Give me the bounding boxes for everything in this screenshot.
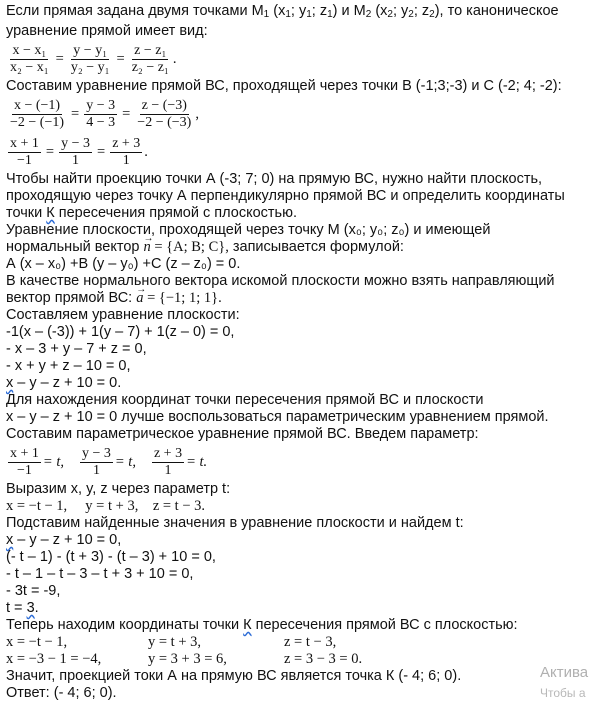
text-line: x = −3 − 1 = −4, y = 3 + 3 = 6, z = 3 − 3 = 0. (6, 651, 363, 667)
text-line: x – y – z + 10 = 0, (6, 532, 122, 548)
activation-watermark: Актива (540, 664, 589, 681)
text-line: А (x – x₀) +В (y – y₀) +С (z – z₀) = 0. (6, 256, 241, 272)
text-line: x = −t − 1, y = t + 3, z = t − 3, (6, 634, 337, 650)
text-line: точки К пересечения прямой с плоскостью. (6, 205, 297, 221)
bc-equation-substituted: $\frac{x - (-1)}{-2 - (-1)}$ = $\frac{y - 3}{4 - 3}$ = $\frac{z - (-3)}{-2 - (-3)}$ , (10, 97, 199, 130)
text-line: x – y – z + 10 = 0. (6, 375, 122, 391)
text-line: - x – 3 + y – 7 + z = 0, (6, 341, 147, 357)
text-line: Теперь находим координаты точки К пересечения прямой ВС с плоскостью: (6, 617, 518, 633)
text-line: -1(x – (-3)) + 1(y – 7) + 1(z – 0) = 0, (6, 324, 235, 340)
text-line: Ответ: (- 4; 6; 0). (6, 685, 117, 701)
text-line: Составим параметрическое уравнение прямой ВС. Введем параметр: (6, 426, 479, 442)
text-line: нормальный вектор → n = {A; B; C}, записывается формулой: (6, 239, 596, 256)
text-line: Составим уравнение прямой ВС, проходящей через точки В (-1;3;-3) и С (-2; 4; -2): (6, 78, 562, 94)
text-line: Если прямая задана двумя точками $М_1$ ($x_1$; $y_1$; $z_1$) и $М_2$ ($x_2$; $y_2$; $z_2$), то каноническое (6, 3, 559, 20)
document-body (6, 3, 596, 702)
text-line: - 3t = -9, (6, 583, 61, 599)
text-line: В качестве нормального вектора искомой плоскости можно взять направляющий (6, 273, 555, 289)
bc-equation: $\frac{x + 1}{-1}$ = $\frac{y - 3}{1}$ = $\frac{z + 3}{1}$ . (10, 135, 148, 168)
text-line: Составляем уравнение плоскости: (6, 307, 240, 323)
fraction: $\frac{\text{z − z₁}}{\text{z₂ − z₁}}$ (131, 42, 169, 75)
text-line: уравнение прямой имеет вид: (6, 23, 208, 39)
text-line: (- t – 1) - (t + 3) - (t – 3) + 10 = 0, (6, 549, 216, 565)
text-line: Для нахождения координат точки пересечения прямой ВС и плоскости (6, 392, 484, 408)
text-line: - x + y + z – 10 = 0, (6, 358, 131, 374)
text-line: Чтобы найти проекцию точки А (-3; 7; 0) на прямую ВС, нужно найти плоскость, (6, 171, 543, 187)
text-line: вектор прямой ВС: → a = {−1; 1; 1}. (6, 290, 596, 307)
text-line: t = 3. (6, 600, 39, 616)
text-line: проходящую через точку А перпендикулярно прямой ВС и определить координаты (6, 188, 565, 204)
text-line: Значит, проекцией токи А на прямую ВС является точка К (- 4; 6; 0). (6, 668, 462, 684)
parametric-equation: $\frac{x + 1}{-1}$ = t, $\frac{y - 3}{1}$ = t, $\frac{z + 3}{1}$ = t. (10, 445, 208, 478)
activation-watermark-sub: Чтобы а (540, 686, 586, 700)
text-line: Уравнение плоскости, проходящей через точку М (x₀; y₀; z₀) и имеющей (6, 222, 491, 238)
fraction: $\frac{\text{x − x₁}}{\text{x₂ − x₁}}$ (10, 42, 49, 75)
text-line: Подставим найденные значения в уравнение плоскости и найдем t: (6, 515, 464, 531)
text-line: x – y – z + 10 = 0 лучше воспользоваться параметрическим уравнением прямой. (6, 409, 549, 425)
canonical-equation: $\frac{\text{x − x₁}}{\text{x₂ − x₁}}$ = $\frac{\text{y − y₁}}{\text{y₂ − y₁}}$ = $\frac{\text{z − z₁}}{\text{z₂ − z₁}}$ . (10, 42, 177, 75)
text-line: - t – 1 – t – 3 – t + 3 + 10 = 0, (6, 566, 194, 582)
text-line: Выразим x, y, z через параметр t: (6, 481, 231, 497)
text-line: x = −t − 1, y = t + 3, z = t − 3. (6, 498, 206, 514)
fraction: $\frac{\text{y − y₁}}{\text{y₂ − y₁}}$ (70, 42, 110, 75)
